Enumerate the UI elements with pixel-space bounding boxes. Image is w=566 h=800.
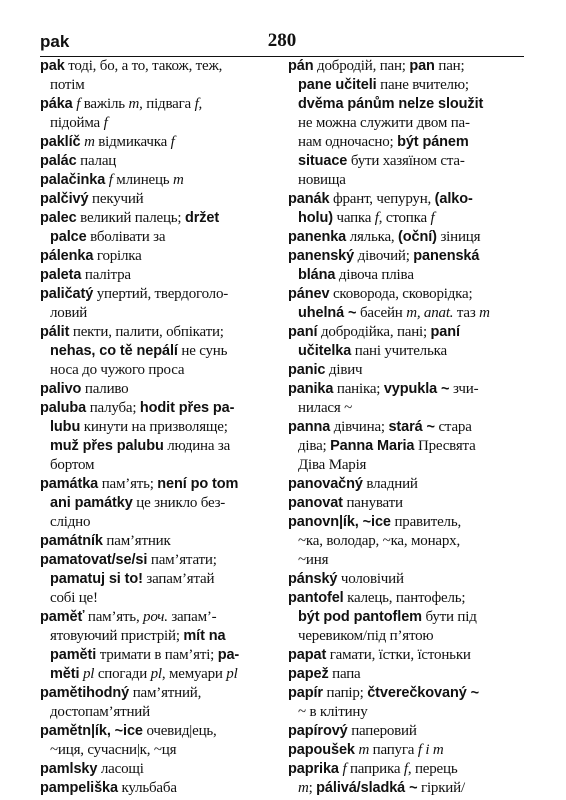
headword: papírový (288, 723, 348, 739)
definition-text: pl (226, 666, 238, 682)
dictionary-line (288, 77, 528, 96)
dictionary-line (40, 400, 282, 419)
right-column (288, 58, 528, 799)
dictionary-line (288, 476, 528, 495)
dictionary-line (288, 172, 528, 191)
headword: panovat (288, 495, 343, 511)
definition-text: дівчина; (330, 419, 389, 435)
definition-text: дівич (325, 362, 363, 378)
headword: (oční) (398, 229, 437, 245)
dictionary-line (288, 324, 528, 343)
definition-text: стара (434, 419, 472, 435)
dictionary-line (40, 248, 282, 267)
dictionary-line (40, 704, 282, 723)
headword: palec (40, 210, 77, 226)
definition-text: кульбаба (118, 780, 177, 796)
dictionary-line (288, 628, 528, 647)
headword: panna (288, 419, 331, 435)
definition-text: млинець (112, 172, 173, 188)
dictionary-line (288, 571, 528, 590)
definition-text: пан; (434, 58, 465, 74)
headword: paličatý (40, 286, 94, 302)
dictionary-line (40, 153, 282, 172)
definition-text: pl (150, 666, 162, 682)
dictionary-line (40, 229, 282, 248)
dictionary-line (288, 343, 528, 362)
dictionary-line (288, 552, 528, 571)
dictionary-line (288, 153, 528, 172)
dictionary-line (40, 761, 282, 780)
definition-text: упертий, твердоголо- (93, 286, 229, 302)
definition-text: не можна служити двом па- (298, 115, 470, 131)
dictionary-line (288, 438, 528, 457)
definition-text: пам’ятник (102, 533, 171, 549)
dictionary-line (288, 685, 528, 704)
headword: panovn|ík, ~ice (288, 514, 391, 530)
definition-text: зіниця (436, 229, 481, 245)
definition-text: горілка (93, 248, 142, 264)
headword: měti (50, 666, 80, 682)
definition-text: діва; (298, 438, 331, 454)
definition-text: ~иця, сучасни|к, ~ця (50, 742, 177, 758)
definition-text: зчи- (449, 381, 479, 397)
definition-text: папуга (369, 742, 418, 758)
headword: paměti (50, 647, 97, 663)
definition-text: палуба; (86, 400, 140, 416)
definition-text: Пресвята (414, 438, 476, 454)
definition-text: паприка (346, 761, 404, 777)
headword: pánský (288, 571, 338, 587)
definition-text: таз (453, 305, 480, 321)
headword: památka (40, 476, 99, 492)
definition-text: , стопка (378, 210, 431, 226)
dictionary-line (40, 191, 282, 210)
dictionary-line (288, 305, 528, 324)
definition-text: достопам’ятний (50, 704, 150, 720)
definition-text: f (103, 115, 108, 131)
dictionary-line (288, 134, 528, 153)
dictionary-line (288, 362, 528, 381)
headword: nehas, co tě nepálí (50, 343, 178, 359)
definition-text: нам одночасно; (298, 134, 398, 150)
left-column (40, 58, 282, 799)
headword: mít na (183, 628, 226, 644)
headword: pamatuj si to! (50, 571, 143, 587)
dictionary-line (40, 77, 282, 96)
dictionary-line (40, 723, 282, 742)
dictionary-line (40, 647, 282, 666)
dictionary-line (40, 609, 282, 628)
definition-text: слідно (50, 514, 91, 530)
headword: pampeliška (40, 780, 118, 796)
definition-text: паніка; (333, 381, 384, 397)
definition-text: пекучий (88, 191, 144, 207)
dictionary-line (40, 571, 282, 590)
dictionary-line (40, 305, 282, 324)
headword: panenský (288, 248, 355, 264)
definition-text: ~иня (298, 552, 329, 568)
headword: lubu (50, 419, 81, 435)
headword: dvěma pánům nelze sloužit (298, 96, 484, 112)
definition-text: чоловічий (337, 571, 404, 587)
dictionary-line (288, 419, 528, 438)
definition-text: пекти, палити, обпікати; (69, 324, 224, 340)
definition-text: правитель, (390, 514, 462, 530)
definition-text: f (170, 134, 175, 150)
definition-text: спогади (94, 666, 151, 682)
dictionary-line (40, 134, 282, 153)
headword: muž přes palubu (50, 438, 164, 454)
definition-text: m (173, 172, 184, 188)
headword: holu) (298, 210, 333, 226)
definition-text: пам’ятний, (129, 685, 202, 701)
dictionary-line (288, 666, 528, 685)
dictionary-line (288, 96, 528, 115)
headword: panovačný (288, 476, 363, 492)
definition-text: f i m (417, 742, 444, 758)
dictionary-line (288, 609, 528, 628)
dictionary-line (288, 457, 528, 476)
definition-text: не сунь (177, 343, 228, 359)
dictionary-line (40, 210, 282, 229)
headword: palačinka (40, 172, 106, 188)
headword: paleta (40, 267, 82, 283)
dictionary-line (40, 96, 282, 115)
definition-text: новища (298, 172, 346, 188)
definition-text: підойма (50, 115, 104, 131)
headword: hodit přes pa- (139, 400, 235, 416)
definition-text: носа до чужого проса (50, 362, 185, 378)
dictionary-line (288, 115, 528, 134)
headword: vypukla ~ (383, 381, 450, 397)
headword: pánev (288, 286, 330, 302)
definition-text: пам’ятати; (147, 552, 217, 568)
dictionary-line (40, 628, 282, 647)
dictionary-line (288, 267, 528, 286)
headword: paní (288, 324, 318, 340)
dictionary-line (288, 742, 528, 761)
dictionary-line (40, 362, 282, 381)
definition-text: гіркий/ (417, 780, 465, 796)
headword: pamětn|ík, ~ice (40, 723, 143, 739)
headword: pálivá/sladká ~ (316, 780, 418, 796)
headword: pa- (217, 647, 240, 663)
dictionary-line (40, 495, 282, 514)
headword: paklíč (40, 134, 81, 150)
definition-text: ~ка, володар, ~ка, монарх, (298, 533, 461, 549)
dictionary-line (288, 58, 528, 77)
headword: panenka (288, 229, 347, 245)
definition-text: f (76, 96, 81, 112)
definition-text: великий палець; (76, 210, 185, 226)
definition-text: потім (50, 77, 85, 93)
headword: být pod pantoflem (298, 609, 422, 625)
headword: palivo (40, 381, 82, 397)
dictionary-line (288, 210, 528, 229)
headword: panika (288, 381, 334, 397)
dictionary-line (288, 400, 528, 419)
headword: papež (288, 666, 329, 682)
dictionary-line (288, 381, 528, 400)
dictionary-line (288, 780, 528, 799)
definition-text: дівоча плівa (335, 267, 414, 283)
definition-text: собі це! (50, 590, 98, 606)
headword: pak (40, 58, 65, 74)
headword: papat (288, 647, 327, 663)
dictionary-line (40, 58, 282, 77)
headword: palce (50, 229, 87, 245)
headword: blána (298, 267, 336, 283)
headword: uhelná ~ (298, 305, 357, 321)
dictionary-line (40, 115, 282, 134)
headword: panenská (413, 248, 480, 264)
headword: situace (298, 153, 348, 169)
definition-text: m (84, 134, 95, 150)
headword: pantofel (288, 590, 344, 606)
definition-text: папа (328, 666, 361, 682)
dictionary-line (40, 552, 282, 571)
headword: není po tom (157, 476, 239, 492)
definition-text: бути під (421, 609, 477, 625)
definition-text: важіль (80, 96, 129, 112)
dictionary-line (40, 172, 282, 191)
headword: učitelka (298, 343, 352, 359)
definition-text: m (358, 742, 370, 758)
headword: čtverečkovaný ~ (367, 685, 479, 701)
dictionary-line (288, 248, 528, 267)
dictionary-line (288, 723, 528, 742)
definition-text: m, anat. (406, 305, 454, 321)
definition-text: f (403, 761, 408, 777)
headword: paluba (40, 400, 87, 416)
definition-text: роч. (143, 609, 168, 625)
definition-text: пам’ять; (98, 476, 158, 492)
definition-text: ~ в клітину (298, 704, 368, 720)
dictionary-line (40, 666, 282, 685)
headword: papoušek (288, 742, 355, 758)
headword: stará ~ (388, 419, 435, 435)
definition-text: людина за (163, 438, 231, 454)
definition-text: Діва Марія (298, 457, 367, 473)
dictionary-line (40, 685, 282, 704)
definition-text: f (430, 210, 435, 226)
definition-text: m (298, 780, 309, 796)
definition-text: паперовий (347, 723, 417, 739)
definition-text: пані учителька (351, 343, 447, 359)
definition-text: запам’ятай (142, 571, 215, 587)
definition-text: це зникло без- (132, 495, 226, 511)
dictionary-line (288, 704, 528, 723)
headword: být pánem (397, 134, 469, 150)
headword: paní (430, 324, 460, 340)
definition-text: m (479, 305, 490, 321)
definition-text: f, (194, 96, 203, 112)
headword: ani památky (50, 495, 133, 511)
dictionary-line (288, 495, 528, 514)
dictionary-line (40, 438, 282, 457)
dictionary-line (40, 419, 282, 438)
definition-text: ; (308, 780, 317, 796)
dictionary-line (40, 267, 282, 286)
headword: pamatovat/se/si (40, 552, 148, 568)
definition-text: паливо (81, 381, 129, 397)
headword: pálit (40, 324, 70, 340)
headword: palác (40, 153, 77, 169)
dictionary-line (40, 343, 282, 362)
definition-text: дівочий; (354, 248, 414, 264)
headword: panák (288, 191, 330, 207)
dictionary-line (40, 381, 282, 400)
dictionary-line (288, 761, 528, 780)
definition-text: очевид|ець, (142, 723, 217, 739)
headword: palčivý (40, 191, 89, 207)
definition-text: гамати, їстки, їстоньки (326, 647, 471, 663)
headword: pán (288, 58, 314, 74)
definition-text: франт, чепурун, (329, 191, 435, 207)
headword: držet (184, 210, 220, 226)
dictionary-line (288, 514, 528, 533)
definition-text: палац (76, 153, 117, 169)
page-number: 280 (267, 30, 297, 51)
definition-text: , мемуари (161, 666, 227, 682)
dictionary-line (40, 286, 282, 305)
headword: páka (40, 96, 73, 112)
definition-text: ловий (50, 305, 88, 321)
definition-text: ятовуючий пристрій; (50, 628, 184, 644)
headword: (alko- (434, 191, 473, 207)
definition-text: владний (362, 476, 418, 492)
dictionary-line (40, 742, 282, 761)
definition-text: кинути на призволяще; (80, 419, 228, 435)
definition-text: лялька, (346, 229, 399, 245)
definition-text: f (374, 210, 379, 226)
guide-word: pak (40, 32, 70, 51)
definition-text: палітра (81, 267, 131, 283)
headword: památník (40, 533, 103, 549)
definition-text: , підвага (139, 96, 195, 112)
dictionary-line (40, 457, 282, 476)
definition-text: вболівати за (86, 229, 166, 245)
headword: papír (288, 685, 323, 701)
definition-text: добродій, пан; (313, 58, 410, 74)
dictionary-line (40, 590, 282, 609)
definition-text: запам’- (167, 609, 217, 625)
dictionary-line (288, 533, 528, 552)
dictionary-line (288, 191, 528, 210)
dictionary-line (40, 533, 282, 552)
definition-text: f (342, 761, 347, 777)
definition-text: пане вчителю; (376, 77, 469, 93)
headword: paměť (40, 609, 85, 625)
definition-text: m (128, 96, 140, 112)
definition-text: папір; (322, 685, 368, 701)
dictionary-line (40, 514, 282, 533)
dictionary-line (288, 590, 528, 609)
definition-text: добродійка, пані; (317, 324, 431, 340)
headword: pamětihodný (40, 685, 130, 701)
definition-text: тримати в пам’яті; (96, 647, 218, 663)
definition-text: пам’ять, (84, 609, 144, 625)
definition-text: сковорода, сковорідка; (329, 286, 473, 302)
definition-text: бортом (50, 457, 95, 473)
headword: Panna Maria (330, 438, 415, 454)
definition-text: , перець (407, 761, 458, 777)
headword: pan (409, 58, 435, 74)
dictionary-line (40, 324, 282, 343)
headword: panic (288, 362, 326, 378)
headword: paprika (288, 761, 339, 777)
definition-text: калець, пантофель; (343, 590, 466, 606)
definition-text: черевиком/під п’ятою (298, 628, 434, 644)
headword: pane učiteli (298, 77, 377, 93)
dictionary-line (288, 647, 528, 666)
definition-text: бути хазяїном ста- (347, 153, 465, 169)
headword: pamlsky (40, 761, 98, 777)
definition-text: pl (82, 666, 95, 682)
definition-text: тоді, бо, а то, також, теж, (64, 58, 223, 74)
definition-text: f (108, 172, 113, 188)
definition-text: чапка (332, 210, 375, 226)
definition-text: ласощі (97, 761, 144, 777)
dictionary-line (288, 286, 528, 305)
dictionary-line (40, 780, 282, 799)
headword: pálenka (40, 248, 94, 264)
definition-text: басейн (356, 305, 407, 321)
definition-text: нилася ~ (298, 400, 353, 416)
dictionary-line (288, 229, 528, 248)
dictionary-line (40, 476, 282, 495)
definition-text: відмикачка (94, 134, 171, 150)
definition-text: панувати (342, 495, 403, 511)
page-header (40, 32, 524, 57)
